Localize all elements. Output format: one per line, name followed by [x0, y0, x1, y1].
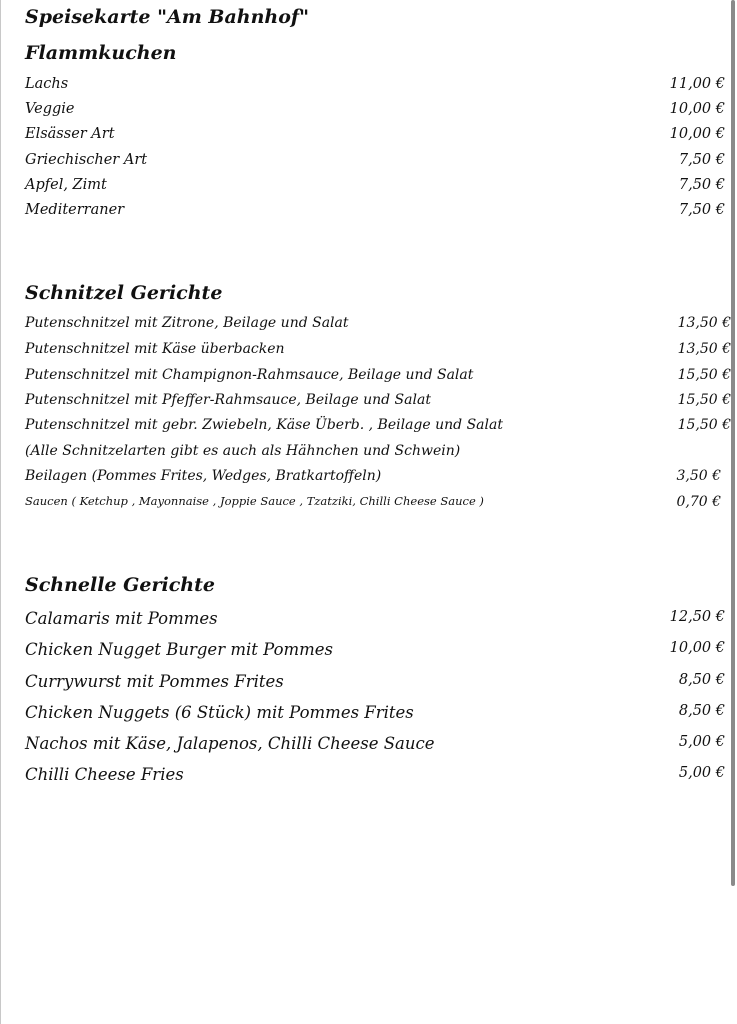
item-name: Elsässer Art [25, 126, 115, 142]
item-price: 8,50 € [678, 672, 725, 688]
item-price: 7,50 € [678, 152, 725, 168]
item-name: Putenschnitzel mit Käse überbacken [25, 341, 285, 357]
item-price: 10,00 € [669, 126, 725, 142]
item-price: 10,00 € [669, 101, 725, 117]
item-name: Chilli Cheese Fries [25, 765, 184, 784]
item-price: 3,50 € [676, 468, 721, 484]
item-name: Saucen ( Ketchup , Mayonnaise , Joppie Sauce , Tzatziki, Chilli Cheese Sauce ) [25, 494, 484, 508]
item-name: Currywurst mit Pommes Frites [25, 672, 284, 691]
item-price: 12,50 € [669, 609, 725, 625]
item-name: Apfel, Zimt [25, 177, 107, 193]
item-name: Chicken Nugget Burger mit Pommes [25, 640, 334, 659]
item-price: 0,70 € [676, 494, 721, 510]
item-name: Putenschnitzel mit Champignon-Rahmsauce, Beilage und Salat [25, 367, 474, 383]
item-name: Chicken Nuggets (6 Stück) mit Pommes Frites [25, 703, 414, 722]
item-name: Griechischer Art [25, 152, 148, 168]
item-price: 10,00 € [669, 640, 725, 656]
section-title: Schnelle Gerichte [25, 574, 215, 596]
scrollbar[interactable] [731, 0, 735, 886]
item-name: (Alle Schnitzelarten gibt es auch als Hähnchen und Schwein) [25, 443, 461, 459]
item-name: Putenschnitzel mit Pfeffer-Rahmsauce, Beilage und Salat [25, 392, 431, 408]
menu-title: Speisekarte "Am Bahnhof" [25, 6, 309, 28]
item-price: 13,50 € [677, 315, 731, 331]
item-price: 8,50 € [678, 703, 725, 719]
item-name: Calamaris mit Pommes [25, 609, 218, 628]
section-title: Schnitzel Gerichte [25, 282, 223, 304]
item-price: 7,50 € [678, 202, 725, 218]
item-price: 7,50 € [678, 177, 725, 193]
item-name: Putenschnitzel mit gebr. Zwiebeln, Käse Überb. , Beilage und Salat [25, 417, 503, 433]
item-price: 5,00 € [678, 734, 725, 750]
item-price: 13,50 € [677, 341, 731, 357]
item-name: Lachs [25, 76, 69, 92]
item-name: Veggie [25, 101, 75, 117]
item-price: 5,00 € [678, 765, 725, 781]
item-price: 15,50 € [677, 392, 731, 408]
item-price: 15,50 € [677, 417, 731, 433]
item-name: Mediterraner [25, 202, 125, 218]
item-name: Nachos mit Käse, Jalapenos, Chilli Cheese Sauce [25, 734, 435, 753]
item-price: 15,50 € [677, 367, 731, 383]
item-price: 11,00 € [669, 76, 725, 92]
section-title: Flammkuchen [25, 42, 177, 64]
item-name: Putenschnitzel mit Zitrone, Beilage und Salat [25, 315, 349, 331]
item-name: Beilagen (Pommes Frites, Wedges, Bratkartoffeln) [25, 468, 382, 484]
